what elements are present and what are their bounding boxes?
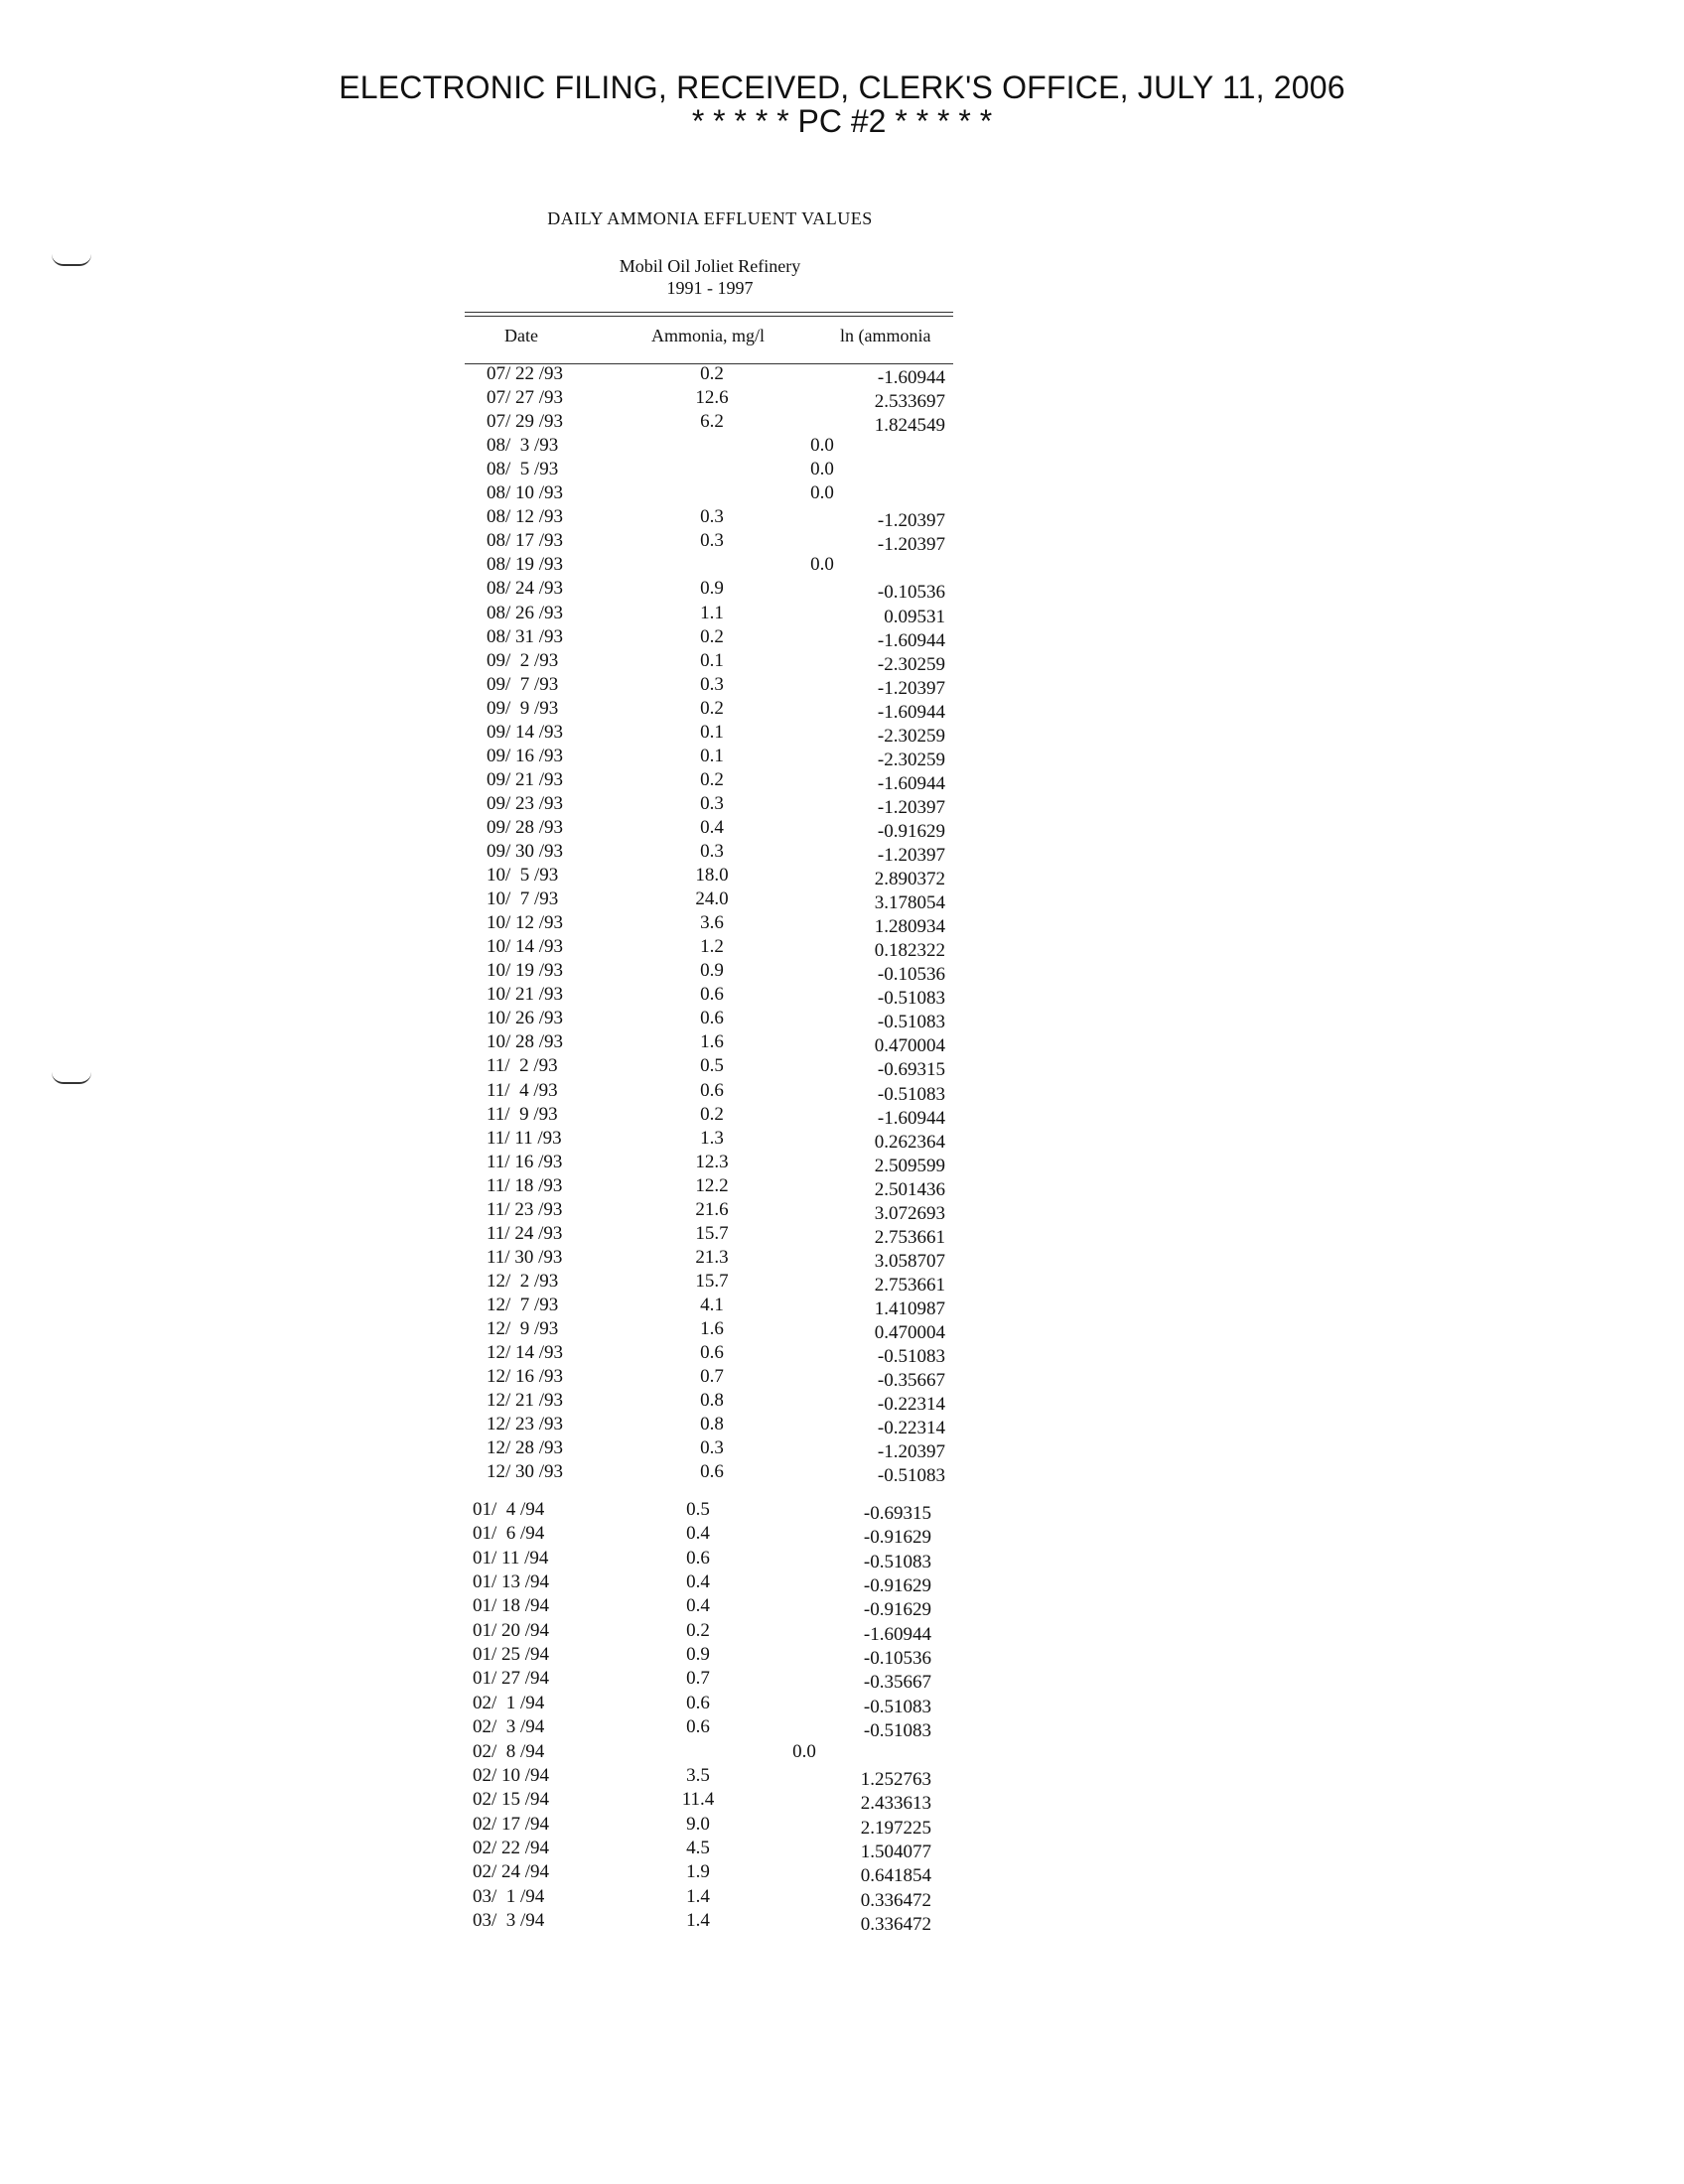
cell-ammonia: 12.2 bbox=[695, 1174, 729, 1196]
cell-date: 08/ 26 /93 bbox=[487, 602, 564, 623]
cell-ammonia: 18.0 bbox=[695, 865, 729, 887]
cell-ammonia: 1.9 bbox=[686, 1861, 710, 1883]
cell-date: 12/ 2 /93 bbox=[487, 1270, 559, 1292]
cell-ln-ammonia: -0.51083 bbox=[877, 1346, 945, 1368]
cell-ammonia: 15.7 bbox=[695, 1222, 729, 1244]
cell-ammonia: 0.2 bbox=[686, 1619, 710, 1641]
cell-ammonia: 12.6 bbox=[695, 387, 729, 409]
cell-ln-ammonia: 2.533697 bbox=[874, 391, 945, 413]
cell-ammonia: 9.0 bbox=[686, 1813, 710, 1835]
cell-ammonia: 0.3 bbox=[700, 1437, 724, 1459]
cell-ln-ammonia: -1.60944 bbox=[877, 1107, 945, 1129]
cell-date: 02/ 24 /94 bbox=[473, 1861, 550, 1883]
cell-date: 03/ 1 /94 bbox=[473, 1885, 545, 1907]
cell-ln-ammonia: -0.51083 bbox=[863, 1696, 931, 1717]
cell-ln-ammonia: -2.30259 bbox=[877, 653, 945, 675]
cell-ln-ammonia: -0.69315 bbox=[877, 1059, 945, 1081]
cell-ammonia: 0.9 bbox=[700, 960, 724, 982]
cell-date: 02/ 3 /94 bbox=[473, 1716, 545, 1738]
cell-ammonia: 0.1 bbox=[700, 649, 724, 671]
cell-date: 09/ 30 /93 bbox=[487, 841, 564, 862]
cell-ln-ammonia: -0.22314 bbox=[877, 1418, 945, 1439]
cell-ln-ammonia: 0.336472 bbox=[860, 1889, 931, 1911]
cell-date: 09/ 9 /93 bbox=[487, 697, 559, 719]
cell-date: 09/ 7 /93 bbox=[487, 673, 559, 695]
cell-ln-ammonia: 2.753661 bbox=[874, 1226, 945, 1248]
cell-zero: 0.0 bbox=[810, 459, 834, 480]
cell-ln-ammonia: -0.91629 bbox=[863, 1599, 931, 1621]
cell-ammonia: 0.2 bbox=[700, 363, 724, 384]
cell-ammonia: 0.9 bbox=[700, 578, 724, 600]
cell-date: 12/ 9 /93 bbox=[487, 1318, 559, 1339]
cell-date: 08/ 3 /93 bbox=[487, 435, 559, 457]
cell-ln-ammonia: 1.280934 bbox=[874, 916, 945, 938]
cell-ln-ammonia: -1.20397 bbox=[877, 845, 945, 866]
table-top-rule bbox=[465, 316, 953, 317]
cell-ammonia: 0.5 bbox=[700, 1055, 724, 1077]
cell-ammonia: 0.7 bbox=[700, 1366, 724, 1388]
cell-ln-ammonia: -1.20397 bbox=[877, 534, 945, 556]
cell-date: 12/ 21 /93 bbox=[487, 1390, 564, 1412]
cell-date: 10/ 12 /93 bbox=[487, 912, 564, 934]
cell-ln-ammonia: 1.824549 bbox=[874, 415, 945, 437]
cell-ln-ammonia: -0.91629 bbox=[863, 1527, 931, 1549]
cell-date: 01/ 20 /94 bbox=[473, 1619, 550, 1641]
cell-date: 11/ 18 /93 bbox=[487, 1174, 563, 1196]
cell-date: 12/ 7 /93 bbox=[487, 1294, 559, 1315]
cell-date: 10/ 21 /93 bbox=[487, 984, 564, 1006]
cell-zero: 0.0 bbox=[810, 554, 834, 576]
column-header-ln-ammonia: ln (ammonia bbox=[840, 326, 931, 345]
cell-date: 02/ 8 /94 bbox=[473, 1740, 545, 1762]
cell-ln-ammonia: -0.51083 bbox=[863, 1551, 931, 1572]
cell-ammonia: 0.8 bbox=[700, 1390, 724, 1412]
cell-ammonia: 0.3 bbox=[700, 841, 724, 862]
cell-ln-ammonia: 2.501436 bbox=[874, 1178, 945, 1200]
cell-date: 01/ 25 /94 bbox=[473, 1644, 550, 1666]
cell-ammonia: 24.0 bbox=[695, 888, 729, 910]
filing-stamp-line2: * * * * * PC #2 * * * * * bbox=[691, 103, 993, 139]
document-title: DAILY AMMONIA EFFLUENT VALUES bbox=[547, 208, 873, 228]
cell-zero: 0.0 bbox=[810, 435, 834, 457]
cell-ln-ammonia: 0.336472 bbox=[860, 1913, 931, 1935]
cell-ln-ammonia: -1.20397 bbox=[877, 510, 945, 532]
cell-ln-ammonia: -0.51083 bbox=[877, 1465, 945, 1487]
cell-ammonia: 0.3 bbox=[700, 673, 724, 695]
cell-date: 07/ 22 /93 bbox=[487, 363, 564, 384]
cell-date: 10/ 7 /93 bbox=[487, 888, 559, 910]
cell-ammonia: 0.2 bbox=[700, 1103, 724, 1125]
cell-ammonia: 0.6 bbox=[700, 1342, 724, 1364]
cell-ln-ammonia: -0.51083 bbox=[877, 988, 945, 1010]
cell-ln-ammonia: -0.35667 bbox=[863, 1672, 931, 1694]
cell-date: 09/ 2 /93 bbox=[487, 649, 559, 671]
cell-zero: 0.0 bbox=[792, 1740, 816, 1762]
document-years: 1991 - 1997 bbox=[666, 278, 754, 298]
cell-ammonia: 0.1 bbox=[700, 745, 724, 766]
cell-date: 08/ 12 /93 bbox=[487, 506, 564, 528]
cell-ammonia: 0.4 bbox=[686, 1523, 710, 1545]
cell-ammonia: 12.3 bbox=[695, 1151, 729, 1172]
cell-date: 01/ 27 /94 bbox=[473, 1668, 550, 1690]
cell-date: 10/ 28 /93 bbox=[487, 1031, 564, 1053]
cell-ln-ammonia: 1.504077 bbox=[860, 1841, 931, 1862]
cell-ammonia: 0.3 bbox=[700, 792, 724, 814]
cell-ammonia: 0.2 bbox=[700, 768, 724, 790]
cell-date: 09/ 21 /93 bbox=[487, 768, 564, 790]
cell-ammonia: 0.7 bbox=[686, 1668, 710, 1690]
cell-ln-ammonia: 0.470004 bbox=[874, 1035, 945, 1057]
cell-ln-ammonia: 2.890372 bbox=[874, 869, 945, 890]
cell-ln-ammonia: 2.197225 bbox=[860, 1817, 931, 1839]
document-subtitle: Mobil Oil Joliet Refinery bbox=[619, 256, 801, 276]
cell-date: 10/ 26 /93 bbox=[487, 1008, 564, 1029]
cell-date: 12/ 28 /93 bbox=[487, 1437, 564, 1459]
cell-ln-ammonia: -1.60944 bbox=[877, 367, 945, 388]
cell-ln-ammonia: -0.91629 bbox=[877, 820, 945, 842]
cell-date: 12/ 23 /93 bbox=[487, 1414, 564, 1435]
cell-date: 08/ 5 /93 bbox=[487, 459, 559, 480]
cell-ln-ammonia: -0.22314 bbox=[877, 1394, 945, 1416]
cell-ammonia: 0.2 bbox=[700, 625, 724, 647]
cell-date: 12/ 30 /93 bbox=[487, 1461, 564, 1483]
cell-ln-ammonia: -2.30259 bbox=[877, 725, 945, 747]
cell-ln-ammonia: -1.60944 bbox=[877, 629, 945, 651]
cell-ln-ammonia: 1.252763 bbox=[860, 1768, 931, 1790]
cell-ammonia: 4.5 bbox=[686, 1837, 710, 1858]
cell-date: 09/ 16 /93 bbox=[487, 745, 564, 766]
cell-ln-ammonia: -1.60944 bbox=[877, 772, 945, 794]
cell-date: 11/ 16 /93 bbox=[487, 1151, 563, 1172]
cell-date: 08/ 17 /93 bbox=[487, 530, 564, 552]
cell-date: 02/ 22 /94 bbox=[473, 1837, 550, 1858]
cell-ammonia: 1.4 bbox=[686, 1909, 710, 1931]
cell-ammonia: 21.3 bbox=[695, 1246, 729, 1268]
cell-date: 12/ 16 /93 bbox=[487, 1366, 564, 1388]
cell-date: 01/ 13 /94 bbox=[473, 1571, 550, 1593]
cell-ln-ammonia: -1.20397 bbox=[877, 1441, 945, 1463]
cell-date: 10/ 5 /93 bbox=[487, 865, 559, 887]
margin-mark bbox=[52, 1072, 91, 1084]
cell-ammonia: 0.9 bbox=[686, 1644, 710, 1666]
cell-date: 02/ 17 /94 bbox=[473, 1813, 550, 1835]
cell-ammonia: 0.6 bbox=[686, 1547, 710, 1569]
cell-ln-ammonia: 3.178054 bbox=[874, 892, 945, 914]
cell-ammonia: 0.1 bbox=[700, 721, 724, 743]
cell-date: 08/ 10 /93 bbox=[487, 482, 564, 504]
cell-date: 03/ 3 /94 bbox=[473, 1909, 545, 1931]
cell-ln-ammonia: -0.35667 bbox=[877, 1370, 945, 1392]
cell-date: 02/ 15 /94 bbox=[473, 1789, 550, 1811]
cell-date: 08/ 31 /93 bbox=[487, 625, 564, 647]
cell-date: 02/ 1 /94 bbox=[473, 1692, 545, 1713]
table-top-rule bbox=[465, 312, 953, 313]
cell-ln-ammonia: -1.20397 bbox=[877, 796, 945, 818]
cell-zero: 0.0 bbox=[810, 482, 834, 504]
cell-date: 01/ 18 /94 bbox=[473, 1595, 550, 1617]
cell-ammonia: 1.6 bbox=[700, 1031, 724, 1053]
cell-date: 08/ 24 /93 bbox=[487, 578, 564, 600]
cell-ammonia: 0.4 bbox=[686, 1595, 710, 1617]
cell-date: 01/ 4 /94 bbox=[473, 1499, 545, 1520]
cell-ammonia: 0.8 bbox=[700, 1414, 724, 1435]
cell-ln-ammonia: 0.641854 bbox=[860, 1865, 931, 1887]
cell-ammonia: 1.6 bbox=[700, 1318, 724, 1339]
cell-date: 11/ 2 /93 bbox=[487, 1055, 558, 1077]
cell-ln-ammonia: -0.51083 bbox=[877, 1083, 945, 1105]
cell-ln-ammonia: 0.09531 bbox=[884, 606, 945, 627]
cell-ln-ammonia: -0.91629 bbox=[863, 1575, 931, 1597]
cell-ln-ammonia: -1.60944 bbox=[863, 1623, 931, 1645]
cell-ln-ammonia: 3.072693 bbox=[874, 1202, 945, 1224]
cell-ln-ammonia: -0.10536 bbox=[877, 964, 945, 986]
cell-ammonia: 0.3 bbox=[700, 530, 724, 552]
cell-ln-ammonia: 0.262364 bbox=[874, 1131, 945, 1153]
cell-date: 07/ 27 /93 bbox=[487, 387, 564, 409]
cell-ln-ammonia: -0.10536 bbox=[863, 1648, 931, 1670]
cell-ln-ammonia: 3.058707 bbox=[874, 1250, 945, 1272]
cell-ln-ammonia: -1.60944 bbox=[877, 701, 945, 723]
cell-ln-ammonia: 0.182322 bbox=[874, 940, 945, 962]
cell-date: 02/ 10 /94 bbox=[473, 1764, 550, 1786]
cell-ln-ammonia: 0.470004 bbox=[874, 1322, 945, 1343]
cell-date: 08/ 19 /93 bbox=[487, 554, 564, 576]
cell-date: 11/ 30 /93 bbox=[487, 1246, 563, 1268]
column-header-date: Date bbox=[504, 326, 538, 345]
cell-ammonia: 0.4 bbox=[700, 816, 724, 838]
cell-ammonia: 0.6 bbox=[700, 1079, 724, 1101]
cell-date: 11/ 4 /93 bbox=[487, 1079, 558, 1101]
cell-ln-ammonia: 2.433613 bbox=[860, 1793, 931, 1815]
cell-ammonia: 1.2 bbox=[700, 936, 724, 958]
cell-ammonia: 4.1 bbox=[700, 1294, 724, 1315]
cell-ammonia: 0.4 bbox=[686, 1571, 710, 1593]
cell-ammonia: 6.2 bbox=[700, 411, 724, 433]
cell-ln-ammonia: 2.509599 bbox=[874, 1155, 945, 1176]
cell-date: 07/ 29 /93 bbox=[487, 411, 564, 433]
cell-date: 12/ 14 /93 bbox=[487, 1342, 564, 1364]
cell-date: 09/ 23 /93 bbox=[487, 792, 564, 814]
cell-ln-ammonia: 2.753661 bbox=[874, 1274, 945, 1296]
cell-ammonia: 0.5 bbox=[686, 1499, 710, 1520]
cell-date: 11/ 24 /93 bbox=[487, 1222, 563, 1244]
cell-date: 10/ 19 /93 bbox=[487, 960, 564, 982]
cell-ammonia: 0.3 bbox=[700, 506, 724, 528]
cell-ammonia: 3.6 bbox=[700, 912, 724, 934]
cell-date: 10/ 14 /93 bbox=[487, 936, 564, 958]
cell-ln-ammonia: -2.30259 bbox=[877, 749, 945, 770]
cell-ln-ammonia: -0.69315 bbox=[863, 1503, 931, 1524]
cell-ammonia: 1.3 bbox=[700, 1127, 724, 1149]
cell-ammonia: 1.1 bbox=[700, 602, 724, 623]
filing-stamp-line1: ELECTRONIC FILING, RECEIVED, CLERK'S OFFICE, JULY 11, 2006 bbox=[339, 69, 1345, 105]
cell-date: 01/ 6 /94 bbox=[473, 1523, 545, 1545]
cell-ammonia: 0.2 bbox=[700, 697, 724, 719]
cell-ammonia: 1.4 bbox=[686, 1885, 710, 1907]
cell-ammonia: 0.6 bbox=[700, 1008, 724, 1029]
cell-date: 11/ 11 /93 bbox=[487, 1127, 562, 1149]
cell-date: 09/ 14 /93 bbox=[487, 721, 564, 743]
cell-ln-ammonia: -0.51083 bbox=[863, 1720, 931, 1742]
cell-date: 11/ 23 /93 bbox=[487, 1198, 563, 1220]
cell-ln-ammonia: -1.20397 bbox=[877, 677, 945, 699]
cell-ln-ammonia: -0.10536 bbox=[877, 582, 945, 604]
cell-ammonia: 0.6 bbox=[700, 1461, 724, 1483]
cell-ln-ammonia: -0.51083 bbox=[877, 1012, 945, 1033]
column-header-ammonia: Ammonia, mg/l bbox=[651, 326, 765, 345]
cell-ammonia: 0.6 bbox=[686, 1692, 710, 1713]
cell-date: 01/ 11 /94 bbox=[473, 1547, 549, 1569]
cell-date: 09/ 28 /93 bbox=[487, 816, 564, 838]
cell-ammonia: 0.6 bbox=[686, 1716, 710, 1738]
cell-ln-ammonia: 1.410987 bbox=[874, 1297, 945, 1319]
cell-date: 11/ 9 /93 bbox=[487, 1103, 558, 1125]
cell-ammonia: 11.4 bbox=[681, 1789, 715, 1811]
cell-ammonia: 15.7 bbox=[695, 1270, 729, 1292]
cell-ammonia: 3.5 bbox=[686, 1764, 710, 1786]
cell-ammonia: 0.6 bbox=[700, 984, 724, 1006]
cell-ammonia: 21.6 bbox=[695, 1198, 729, 1220]
